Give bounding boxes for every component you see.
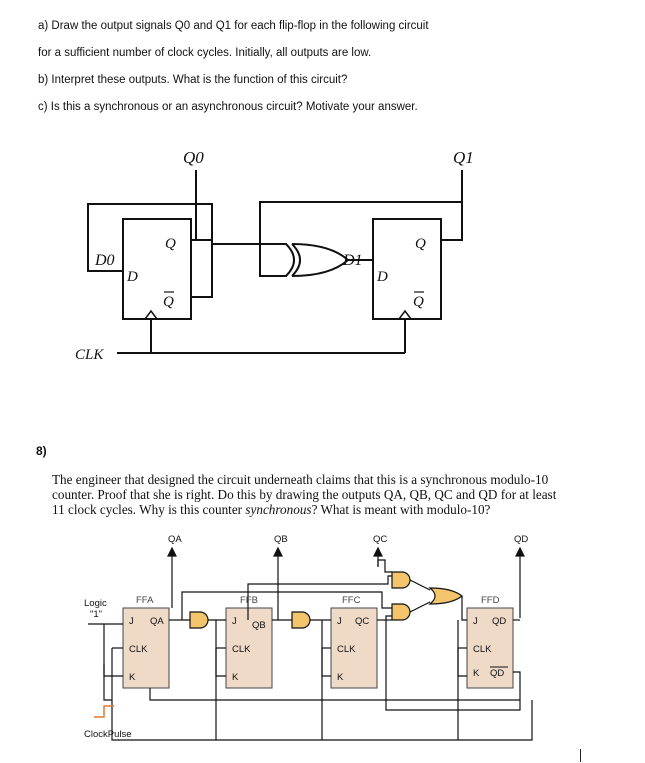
ffd-clk: CLK: [473, 644, 492, 655]
q1-label: Q1: [453, 148, 474, 167]
problem-line-3-pre: 11 clock cycles. Why is this counter: [52, 502, 246, 517]
ffd-j: J: [473, 616, 478, 627]
logic-value: "1": [90, 609, 103, 620]
ffb-q: QB: [252, 620, 266, 631]
ff1-d-label: D: [377, 269, 388, 285]
problem-line-3-post: ? What is meant with modulo-10?: [311, 502, 491, 517]
ff0-qbar-label: Q: [163, 294, 174, 310]
qd-output-label: QD: [514, 534, 529, 545]
ff0-d-label: D: [127, 269, 138, 285]
d0-label: D0: [95, 252, 115, 269]
question-a-line2: for a sufficient number of clock cycles. Initially, all outputs are low.: [38, 47, 372, 59]
qc-output-label: QC: [373, 534, 388, 545]
ffd-k: K: [473, 668, 480, 679]
ffc-j: J: [337, 616, 342, 627]
ffb-clk: CLK: [232, 644, 251, 655]
ffc-k: K: [337, 672, 344, 683]
ffb-j: J: [232, 616, 237, 627]
ffa-q: QA: [150, 616, 164, 627]
problem-line-2: counter. Proof that she is right. Do this by drawing the outputs QA, QB, QC and QD for at least: [52, 487, 557, 502]
problem-line-3-emphasis: synchronous: [245, 502, 312, 517]
ffa-clk: CLK: [129, 644, 148, 655]
ffc-label: FFC: [342, 595, 361, 606]
question-a-line1: a) Draw the output signals Q0 and Q1 for each flip-flop in the following circuit: [38, 20, 429, 32]
text-cursor: [580, 749, 581, 762]
ffd-qbar: QD: [490, 668, 505, 679]
ffa-k: K: [129, 672, 136, 683]
ff1-qbar-label: Q: [413, 294, 424, 310]
d1-label: D1: [343, 252, 363, 269]
question-c: c) Is this a synchronous or an asynchronous circuit? Motivate your answer.: [38, 101, 418, 113]
ff1-q-label: Q: [415, 236, 426, 252]
section-number: 8): [36, 444, 47, 458]
ffa-label: FFA: [136, 595, 154, 606]
clock-pulse-label: ClockPulse: [84, 729, 132, 740]
ff0-q-label: Q: [165, 236, 176, 252]
ffd-q: QD: [492, 616, 507, 627]
logic-label: Logic: [84, 598, 107, 609]
ffc-q: QC: [355, 616, 370, 627]
ffb-k: K: [232, 672, 239, 683]
qa-output-label: QA: [168, 534, 182, 545]
clk-label: CLK: [75, 347, 104, 363]
ffa-j: J: [129, 616, 134, 627]
qb-output-label: QB: [274, 534, 288, 545]
ffd-label: FFD: [481, 595, 500, 606]
ffb-label: FFB: [240, 595, 258, 606]
problem-line-1: The engineer that designed the circuit underneath claims that this is a synchronous modulo-10: [52, 472, 549, 487]
question-b: b) Interpret these outputs. What is the function of this circuit?: [38, 74, 348, 86]
q0-label: Q0: [183, 148, 204, 167]
ffc-clk: CLK: [337, 644, 356, 655]
